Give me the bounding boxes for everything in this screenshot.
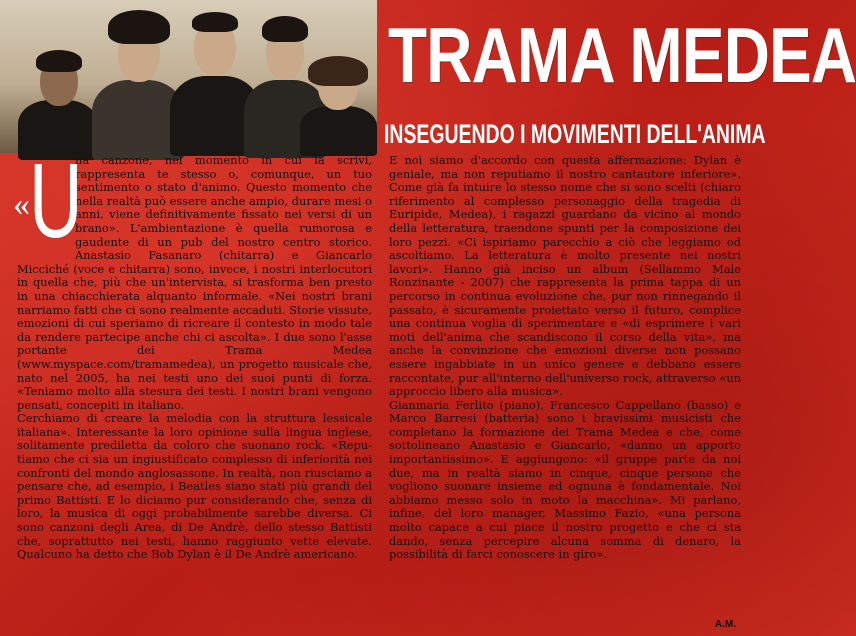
paragraph: Gianmaria Ferlito (piano), Francesco Cappellano (basso) e Marco Barresi (batteria) sono i bravissimi musicisti che completano la formazione dei Trama Medea e che, come sottolineano Anastasio e Giancarlo, «danno un apporto importantissimo». E aggiungono: «il gruppe parte da noi due, ma in realtà siamo in cinque, cinque persone che vogliono suonare insieme ed ognuna è fondamentale. Noi abbiamo messo solo in moto la macchina». Mi parlano, infine, del loro manager, Massimo Fazio, «una persona molto capace a cui piace il nostro progetto e che ci sta dando, senza percepire alcuna somma di denaro, la possibilità di farci conoscere in giro».	[389, 397, 741, 562]
dropcap-block	[13, 142, 83, 260]
paragraph: na canzone, nel momento in cui la scrivi, rappresenta te stesso o, comunque, un tuo sentimento o stato d'animo. Questo momento che nella realtà può essere anche ampio, durare mesi o anni, viene definitivamente fissato nei versi di un brano». L'ambientazione è quella rumorosa e gaudente di un pub del nostro centro storico. Anastasio Fasanaro (chitarra) e Giancarlo Micciché (voce e chitarra) sono, invece, i nostri interlocutori in quella che, più che un'intervista, si trasforma ben presto in una chiacchierata alquanto informale. «Nei nostri brani narriamo fatti che ci sono realmente accaduti. Storie vissute, emozioni di cui speriamo di ricreare il contesto in modo tale da rendere partecipe anche chi ci ascolta». I due sono l'asse portante dei Trama Medea (www.myspace.com/tramamedea), un progetto musicale che, nato nel 2005, ha nei testi uno dei suoi punti di forza. «Teniamo molto alla stesura dei testi. I nostri brani vengono pensati, concepiti in italiano.	[17, 153, 372, 412]
paragraph: Cerchiamo di creare la melodia con la struttura lessicale italiana». Interessante la loro opinione sulla lingua inglese, solitamente prediletta da coloro che suonano rock. «Reputiamo che ci sia un ingiustificato complesso di inferiorità nei confronti del mondo anglosassone. In realtà, non riusciamo a pensare che, ad esempio, i Beatles siano stati più grandi del primo Battisti. E lo diciamo pur considerando che, senza di loro, la musica di oggi probabilmente sarebbe diversa. Ci sono canzoni degli Area, di De Andrè, dello stesso Battisti che, soprattutto nei testi, hanno raggiunto vette elevate. Qualcuno ha detto che Bob Dylan è il De Andrè americano.	[17, 411, 372, 562]
opening-quote-mark: «	[13, 186, 30, 223]
band-member-5	[300, 56, 377, 153]
article-column-right	[389, 154, 741, 562]
author-signature: A.M.	[714, 619, 736, 630]
article-subtitle: INSEGUENDO I MOVIMENTI DELL'ANIMA	[384, 119, 766, 149]
article-title: TRAMA MEDEA	[388, 11, 856, 99]
band-photo	[0, 0, 377, 153]
article-column-left	[13, 142, 372, 562]
dropcap-letter: U	[29, 142, 83, 260]
band-member-1	[18, 48, 98, 153]
paragraph: E noi siamo d'accordo con questa affermazione: Dylan è geniale, ma non reputiamo il nostro cantautore inferiore». Come già fa intuire lo stesso nome che si sono scelti (chiaro riferimento al complesso personaggio della tragedia di Euripide, Medea), i ragazzi guardano da vicino al mondo della letteratura, traendone spunti per la composizione dei loro pezzi. «Ci ispiriamo parecchio a ciò che leggiamo od ascoltiamo. La letteratura è molto presente nei nostri lavori». Hanno già inciso un album (Sellammo Male Ronzinante - 2007) che rappresenta la prima tappa di un percorso in continua evoluzione che, pur non rinnegando il passato, è sicuramente proiettato verso il futuro, complice una continua voglia di sperimentare e «di esprimere i vari moti dell'anima che scandiscono il corso della vita», ma anche la convinzione che emozioni diverse non possano essere ingabbiate in un unico genere e debbano essere raccontate, pur all'interno dell'universo rock, attraverso «un approccio libero alla musica».	[389, 153, 741, 399]
